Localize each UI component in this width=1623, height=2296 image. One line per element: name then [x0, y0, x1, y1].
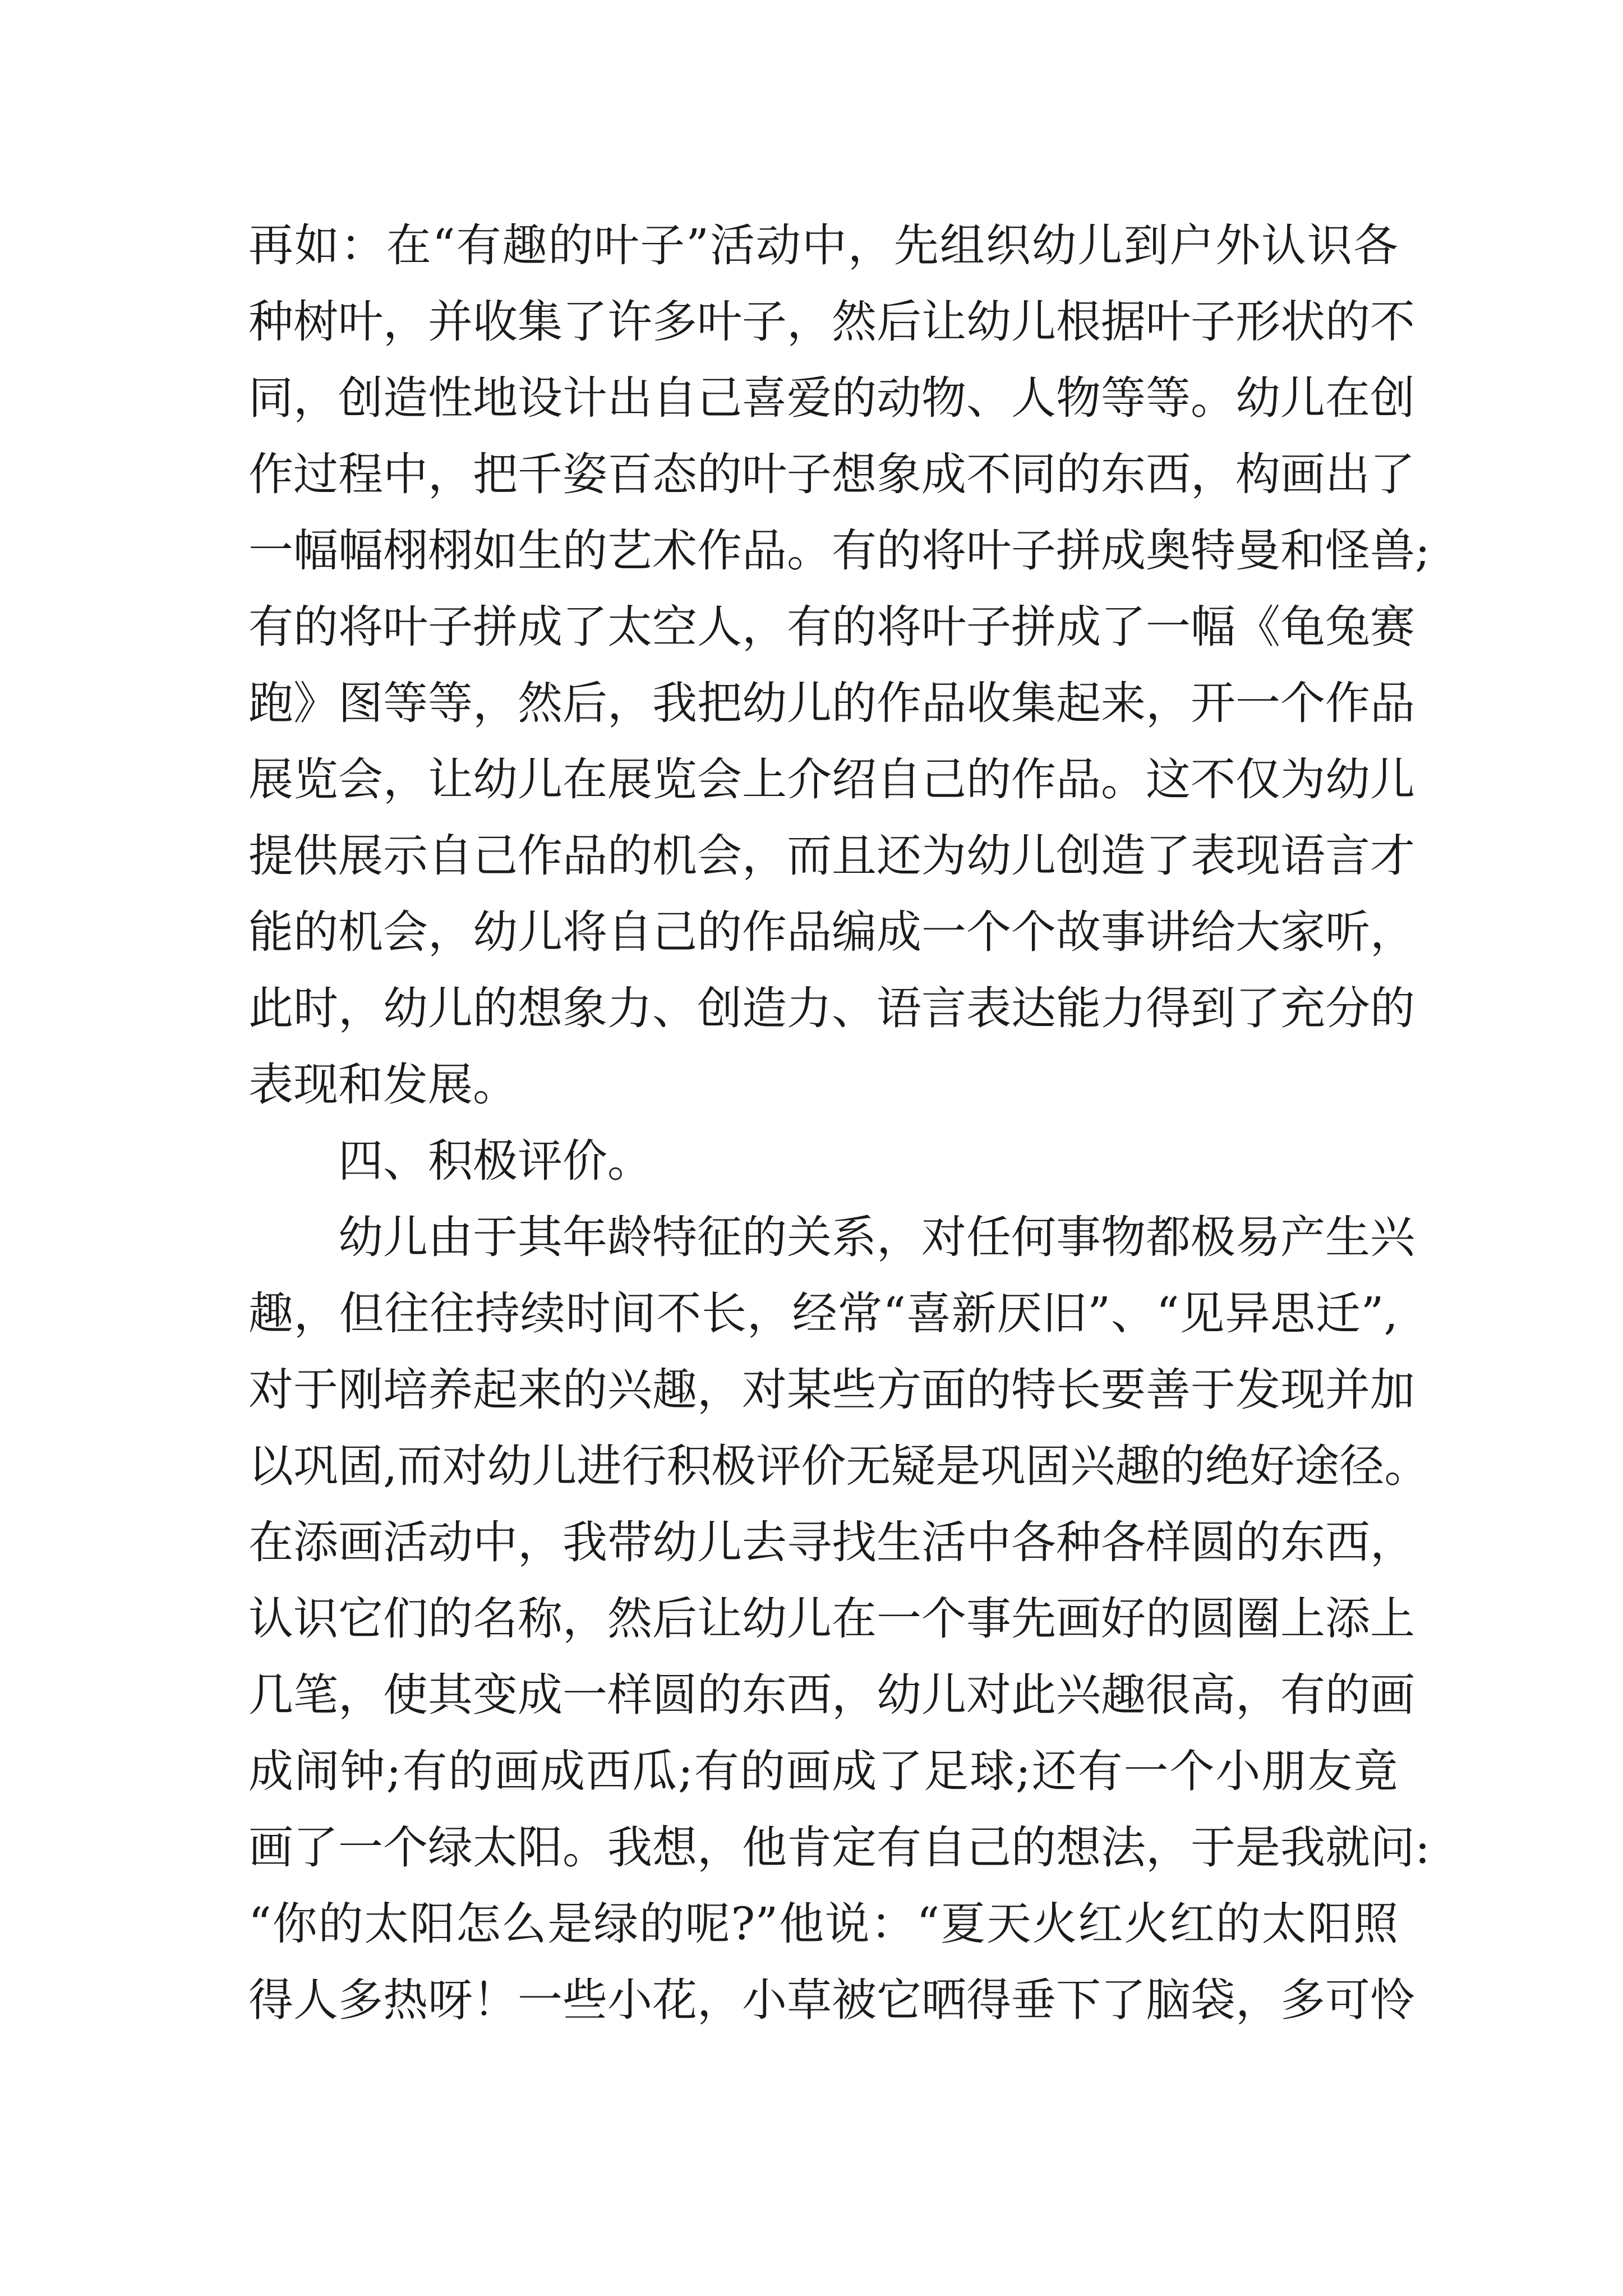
text-line: 跑》图等等，然后，我把幼儿的作品收集起来，开一个作品 [248, 677, 1415, 729]
text-line: 几笔，使其变成一样圆的东西，幼儿对此兴趣很高，有的画 [248, 1669, 1415, 1721]
text-line: 提供展示自己作品的机会，而且还为幼儿创造了表现语言才 [248, 830, 1415, 882]
paragraph-end-line: 表现和发展。 [248, 1059, 518, 1111]
text-line: 对于刚培养起来的兴趣，对某些方面的特长要善于发现并加 [248, 1364, 1415, 1416]
text-line: “你的太阳怎么是绿的呢?”他说：“夏天火红火红的太阳照 [248, 1898, 1398, 1950]
text-line: 再如：在“有趣的叶子”活动中，先组织幼儿到户外认识各 [248, 219, 1398, 272]
section-heading: 四、积极评价。 [338, 1135, 652, 1187]
text-line: 能的机会，幼儿将自己的作品编成一个个故事讲给大家听， [248, 906, 1415, 958]
text-line: 有的将叶子拼成了太空人，有的将叶子拼成了一幅《龟兔赛 [248, 601, 1415, 653]
paragraph-first-line: 幼儿由于其年龄特征的关系，对任何事物都极易产生兴 [338, 1211, 1415, 1263]
text-line: 此时，幼儿的想象力、创造力、语言表达能力得到了充分的 [248, 982, 1415, 1034]
text-line: 一幅幅栩栩如生的艺术作品。有的将叶子拼成奥特曼和怪兽; [248, 524, 1430, 577]
text-line: 认识它们的名称，然后让幼儿在一个事先画好的圆圈上添上 [248, 1593, 1415, 1645]
text-line: 以巩固,而对幼儿进行积极评价无疑是巩固兴趣的绝好途径。 [248, 1440, 1430, 1492]
text-line: 作过程中，把千姿百态的叶子想象成不同的东西，构画出了 [248, 448, 1415, 500]
text-line: 同，创造性地设计出自己喜爱的动物、人物等等。幼儿在创 [248, 372, 1415, 424]
body-text [248, 208, 1430, 2039]
text-line: 画了一个绿太阳。我想，他肯定有自己的想法，于是我就问: [248, 1821, 1430, 1874]
text-line: 成闹钟;有的画成西瓜;有的画成了足球;还有一个小朋友竟 [248, 1745, 1398, 1797]
text-line: 展览会，让幼儿在展览会上介绍自己的作品。这不仅为幼儿 [248, 753, 1415, 806]
text-line: 趣，但往往持续时间不长，经常“喜新厌旧”、“见异思迁”, [248, 1287, 1398, 1340]
text-line: 在添画活动中，我带幼儿去寻找生活中各种各样圆的东西， [248, 1516, 1415, 1568]
text-line: 种树叶，并收集了许多叶子，然后让幼儿根据叶子形状的不 [248, 296, 1415, 348]
text-line: 得人多热呀！一些小花，小草被它晒得垂下了脑袋，多可怜 [248, 1974, 1415, 2026]
